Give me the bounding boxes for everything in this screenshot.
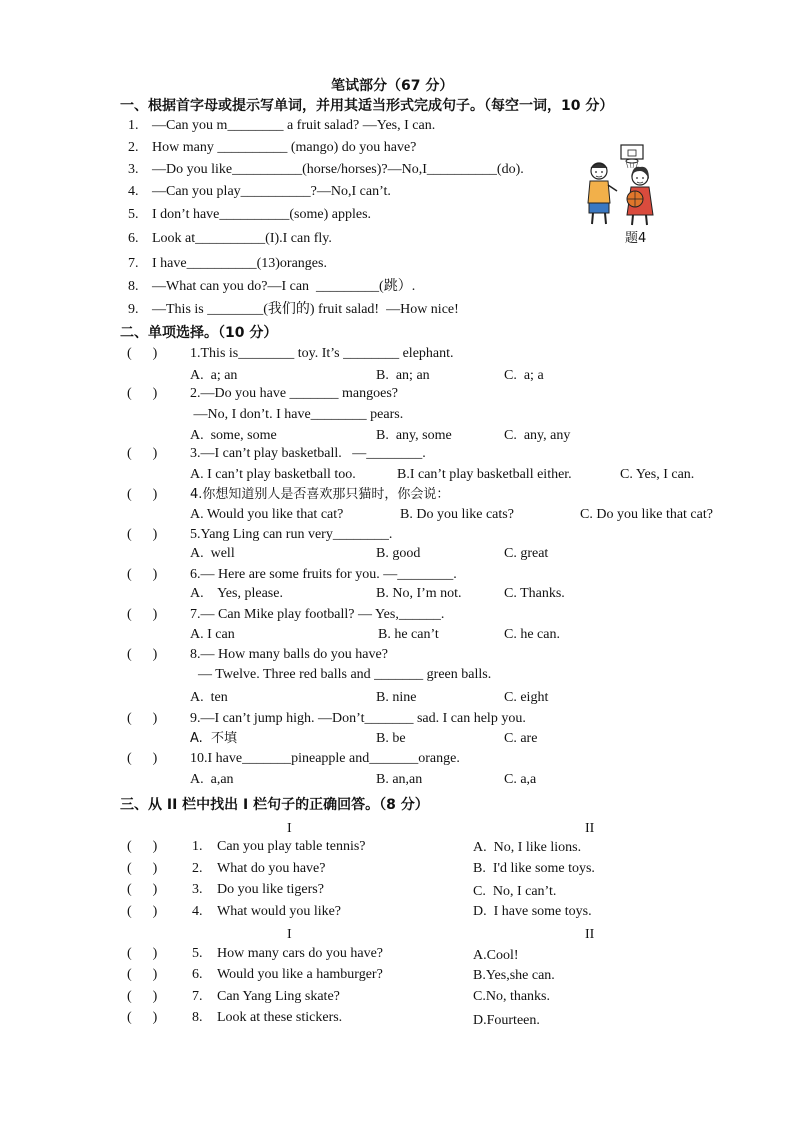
option-c: C. eight xyxy=(504,690,549,705)
option-b: B. Do you like cats? xyxy=(400,507,514,522)
answer-blank[interactable]: ( ) xyxy=(127,711,158,726)
section2-heading: 二、单项选择。（10 分） xyxy=(120,325,278,341)
answer-blank[interactable]: ( ) xyxy=(127,751,158,766)
answer-blank[interactable]: ( ) xyxy=(127,946,158,961)
question-text: 2.—Do you have _______ mangoes? xyxy=(190,386,399,401)
question-number: 8. xyxy=(192,1010,203,1025)
question-text: Would you like a hamburger? xyxy=(217,967,383,982)
question-text: 1.This is________ toy. It’s ________ elephant. xyxy=(190,346,454,361)
question-text: 10.I have_______pineapple and_______orange. xyxy=(190,751,460,766)
option-a: A. Yes, please. xyxy=(190,586,283,601)
option-a: A. I can’t play basketball too. xyxy=(190,467,356,482)
column-ii-header: II xyxy=(585,927,595,942)
answer-blank[interactable]: ( ) xyxy=(127,882,158,897)
question-number: 4. xyxy=(192,904,203,919)
question-text: Can you play table tennis? xyxy=(217,839,366,854)
column-ii-header: II xyxy=(585,821,595,836)
image-caption: 题4 xyxy=(625,231,647,246)
option-b: B.I can’t play basketball either. xyxy=(397,467,572,482)
item-text: —What can you do?—I can _________(跳）. xyxy=(152,279,416,294)
question-number: 5. xyxy=(192,946,203,961)
option-a: A. 不填 xyxy=(190,731,238,746)
question-text: 5.Yang Ling can run very________. xyxy=(190,527,393,542)
answer-option: D. I have some toys. xyxy=(473,904,592,919)
basketball-kids-illustration xyxy=(583,141,661,227)
answer-blank[interactable]: ( ) xyxy=(127,1010,158,1025)
column-i-header: I xyxy=(287,821,292,836)
answer-blank[interactable]: ( ) xyxy=(127,446,158,461)
option-a: A. some, some xyxy=(190,428,277,443)
question-text: 8.— How many balls do you have? xyxy=(190,647,388,662)
question-number: 3. xyxy=(192,882,203,897)
question-text: 4.你想知道别人是否喜欢那只猫时，你会说： xyxy=(190,487,450,502)
answer-option: C.No, thanks. xyxy=(473,989,550,1004)
option-c: C. a,a xyxy=(504,772,537,787)
answer-option: B.Yes,she can. xyxy=(473,968,555,983)
question-text: 9.—I can’t jump high. —Don’t_______ sad. I can help you. xyxy=(190,711,526,726)
option-c: C. Do you like that cat? xyxy=(580,507,713,522)
item-text: I don’t have__________(some) apples. xyxy=(152,207,372,222)
answer-blank[interactable]: ( ) xyxy=(127,607,158,622)
option-c: C. a; a xyxy=(504,368,544,383)
question-number: 2. xyxy=(192,861,203,876)
answer-blank[interactable]: ( ) xyxy=(127,567,158,582)
option-a: A. I can xyxy=(190,627,235,642)
item-number: 7. xyxy=(128,256,139,271)
question-number: 1. xyxy=(192,839,203,854)
answer-blank[interactable]: ( ) xyxy=(127,386,158,401)
question-text: 3.—I can’t play basketball. —________. xyxy=(190,446,426,461)
question-text: What would you like? xyxy=(217,904,342,919)
question-text: Do you like tigers? xyxy=(217,882,324,897)
answer-option: A. No, I like lions. xyxy=(473,840,582,855)
section1-heading: 一、根据首字母或提示写单词，并用其适当形式完成句子。（每空一词，10 分） xyxy=(120,98,614,114)
option-b: B. an; an xyxy=(376,368,430,383)
answer-blank[interactable]: ( ) xyxy=(127,346,158,361)
item-text: How many __________ (mango) do you have? xyxy=(152,140,417,155)
option-a: A. ten xyxy=(190,690,228,705)
option-b: B. an,an xyxy=(376,772,423,787)
answer-blank[interactable]: ( ) xyxy=(127,647,158,662)
item-text: —This is ________(我们的) fruit salad! —How nice! xyxy=(152,302,459,317)
option-c: C. he can. xyxy=(504,627,560,642)
page-title: 笔试部分（67 分） xyxy=(331,78,454,94)
option-b: B. any, some xyxy=(376,428,452,443)
option-b: B. nine xyxy=(376,690,417,705)
question-text: — Twelve. Three red balls and _______ green balls. xyxy=(198,667,492,682)
option-c: C. great xyxy=(504,546,549,561)
item-number: 5. xyxy=(128,207,139,222)
question-text: Can Yang Ling skate? xyxy=(217,989,340,1004)
question-number: 7. xyxy=(192,989,203,1004)
question-number: 6. xyxy=(192,967,203,982)
question-text: 6.— Here are some fruits for you. —________. xyxy=(190,567,457,582)
option-b: B. he can’t xyxy=(378,627,439,642)
section3-heading: 三、从 II 栏中找出 I 栏句子的正确回答。（8 分） xyxy=(120,797,429,813)
answer-option: D.Fourteen. xyxy=(473,1013,540,1028)
column-i-header: I xyxy=(287,927,292,942)
item-number: 6. xyxy=(128,231,139,246)
question-text: —No, I don’t. I have________ pears. xyxy=(190,407,404,422)
option-b: B. be xyxy=(376,731,406,746)
item-text: I have__________(13)oranges. xyxy=(152,256,327,271)
item-text: —Can you play__________?—No,I can’t. xyxy=(152,184,391,199)
item-text: —Can you m________ a fruit salad? —Yes, I can. xyxy=(152,118,436,133)
answer-blank[interactable]: ( ) xyxy=(127,989,158,1004)
answer-blank[interactable]: ( ) xyxy=(127,839,158,854)
item-number: 4. xyxy=(128,184,139,199)
option-a: A. a,an xyxy=(190,772,234,787)
question-text: 7.— Can Mike play football? — Yes,______. xyxy=(190,607,445,622)
answer-option: B. I'd like some toys. xyxy=(473,861,595,876)
answer-blank[interactable]: ( ) xyxy=(127,967,158,982)
option-b: B. No, I’m not. xyxy=(376,586,462,601)
option-c: C. Thanks. xyxy=(504,586,565,601)
question-text: How many cars do you have? xyxy=(217,946,384,961)
item-text: —Do you like__________(horse/horses)?—No,I__________(do). xyxy=(152,162,524,177)
option-b: B. good xyxy=(376,546,421,561)
answer-blank[interactable]: ( ) xyxy=(127,487,158,502)
answer-option: A.Cool! xyxy=(473,948,519,963)
item-number: 1. xyxy=(128,118,139,133)
question-text: What do you have? xyxy=(217,861,326,876)
option-a: A. Would you like that cat? xyxy=(190,507,344,522)
answer-blank[interactable]: ( ) xyxy=(127,861,158,876)
item-number: 9. xyxy=(128,302,139,317)
answer-blank[interactable]: ( ) xyxy=(127,904,158,919)
item-number: 8. xyxy=(128,279,139,294)
item-number: 3. xyxy=(128,162,139,177)
answer-option: C. No, I can’t. xyxy=(473,884,557,899)
option-c: C. are xyxy=(504,731,538,746)
option-a: A. a; an xyxy=(190,368,238,383)
item-number: 2. xyxy=(128,140,139,155)
answer-blank[interactable]: ( ) xyxy=(127,527,158,542)
item-text: Look at__________(I).I can fly. xyxy=(152,231,332,246)
question-text: Look at these stickers. xyxy=(217,1010,343,1025)
option-a: A. well xyxy=(190,546,235,561)
option-c: C. any, any xyxy=(504,428,571,443)
option-c: C. Yes, I can. xyxy=(620,467,695,482)
